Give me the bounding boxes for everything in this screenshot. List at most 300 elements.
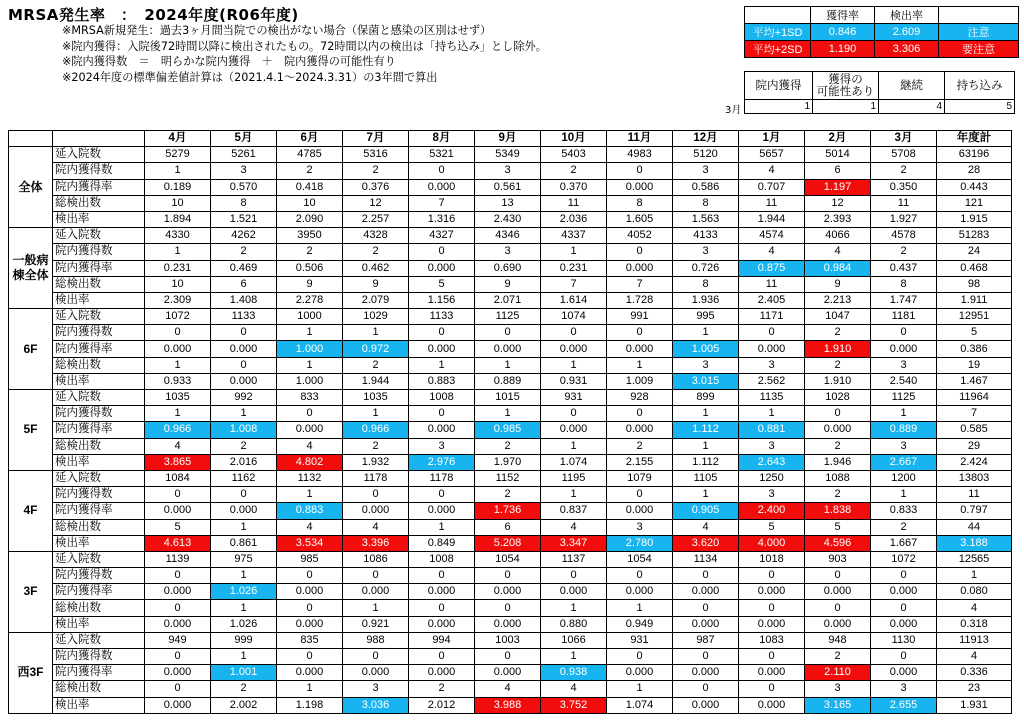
value-cell: 0.837: [541, 503, 607, 519]
metric-label: 総検出数: [53, 519, 145, 535]
value-cell: 0: [145, 681, 211, 697]
value-cell: 0.000: [871, 341, 937, 357]
note-line: ※MRSA新規発生：過去3ヶ月間当院での検出がない場合（保菌と感染の区別はせず）: [62, 24, 492, 37]
value-cell: 3.752: [541, 697, 607, 713]
value-cell: 3: [871, 681, 937, 697]
metric-label: 延入院数: [53, 390, 145, 406]
annual-total-cell: 28: [937, 163, 1012, 179]
value-cell: 975: [211, 551, 277, 567]
legend-header-cell: 検出率: [875, 7, 939, 24]
mrsa-rate-table: [8, 130, 1012, 714]
value-cell: 2.079: [343, 292, 409, 308]
value-cell: 1.316: [409, 211, 475, 227]
table-row: [9, 228, 1012, 244]
value-cell: 0: [607, 568, 673, 584]
value-cell: 4: [277, 438, 343, 454]
value-cell: 0.561: [475, 179, 541, 195]
value-cell: 1133: [211, 309, 277, 325]
value-cell: 0.000: [277, 616, 343, 632]
value-cell: 1.970: [475, 454, 541, 470]
value-cell: 0: [409, 244, 475, 260]
value-cell: 2: [805, 325, 871, 341]
value-cell: 0: [475, 600, 541, 616]
value-cell: 0.000: [343, 503, 409, 519]
value-cell: 899: [673, 390, 739, 406]
value-cell: 12: [805, 195, 871, 211]
value-cell: 3: [673, 357, 739, 373]
value-cell: 3: [211, 163, 277, 179]
value-cell: 2: [805, 357, 871, 373]
value-cell: 0: [409, 406, 475, 422]
value-cell: 0: [145, 487, 211, 503]
value-cell: 0.905: [673, 503, 739, 519]
value-cell: 3.165: [805, 697, 871, 713]
annual-total-cell: 5: [937, 325, 1012, 341]
value-cell: 11: [739, 276, 805, 292]
metric-label: 検出率: [53, 616, 145, 632]
metric-label: 院内獲得率: [53, 260, 145, 276]
value-cell: 0.933: [145, 373, 211, 389]
value-cell: 10: [145, 195, 211, 211]
value-cell: 3: [739, 438, 805, 454]
metric-label: 院内獲得数: [53, 163, 145, 179]
value-cell: 8: [211, 195, 277, 211]
value-cell: 2.036: [541, 211, 607, 227]
table-row: [9, 649, 1012, 665]
value-cell: 0: [739, 568, 805, 584]
value-cell: 1181: [871, 309, 937, 325]
value-cell: 0.000: [541, 584, 607, 600]
value-cell: 0: [475, 649, 541, 665]
value-cell: 1015: [475, 390, 541, 406]
metric-label: 延入院数: [53, 147, 145, 163]
value-cell: 1.910: [805, 341, 871, 357]
value-cell: 2.405: [739, 292, 805, 308]
annual-total-cell: 29: [937, 438, 1012, 454]
value-cell: 0.889: [871, 422, 937, 438]
value-cell: 0.889: [475, 373, 541, 389]
value-cell: 1: [541, 244, 607, 260]
value-cell: 0.370: [541, 179, 607, 195]
value-cell: 0.849: [409, 535, 475, 551]
value-cell: 2: [871, 244, 937, 260]
value-cell: 5.208: [475, 535, 541, 551]
table-row: [9, 568, 1012, 584]
value-cell: 0: [277, 406, 343, 422]
value-cell: 6: [805, 163, 871, 179]
value-cell: 5321: [409, 147, 475, 163]
table-row: [9, 276, 1012, 292]
value-cell: 1.026: [211, 616, 277, 632]
value-cell: 1.944: [343, 373, 409, 389]
value-cell: 1086: [343, 551, 409, 567]
month-header-cell: 7月: [343, 131, 409, 147]
value-cell: 2.309: [145, 292, 211, 308]
value-cell: 0: [607, 244, 673, 260]
value-cell: 1178: [409, 470, 475, 486]
value-cell: 0.881: [739, 422, 805, 438]
value-cell: 5: [145, 519, 211, 535]
note-line: ※2024年度の標準偏差値計算は（2021.4.1～2024.3.31）の3年間で算出: [62, 70, 438, 84]
value-cell: 0.880: [541, 616, 607, 632]
value-cell: 7: [607, 276, 673, 292]
annual-total-cell: 3.188: [937, 535, 1012, 551]
value-cell: 0.000: [409, 616, 475, 632]
value-cell: 2: [541, 163, 607, 179]
value-cell: 1: [211, 600, 277, 616]
value-cell: 0.000: [409, 503, 475, 519]
value-cell: 0: [409, 649, 475, 665]
value-cell: 4.802: [277, 454, 343, 470]
legend-header-row: [745, 7, 1019, 24]
value-cell: 3: [343, 681, 409, 697]
value-cell: 0.000: [145, 584, 211, 600]
value-cell: 1.747: [871, 292, 937, 308]
count-header-cell: 継続: [879, 72, 945, 100]
value-cell: 3: [673, 163, 739, 179]
annual-total-cell: 0.336: [937, 665, 1012, 681]
value-cell: 1008: [409, 551, 475, 567]
value-cell: 0: [673, 649, 739, 665]
value-cell: 0: [541, 325, 607, 341]
value-cell: 0.000: [277, 422, 343, 438]
ward-group-label: 西3F: [9, 632, 53, 713]
value-cell: 2.213: [805, 292, 871, 308]
value-cell: 0.000: [145, 616, 211, 632]
annual-total-cell: 1.915: [937, 211, 1012, 227]
value-cell: 2: [277, 244, 343, 260]
value-cell: 0: [277, 600, 343, 616]
table-row: [9, 390, 1012, 406]
table-row: [9, 438, 1012, 454]
value-cell: 0: [145, 649, 211, 665]
month-header-cell: 9月: [475, 131, 541, 147]
value-cell: 0.931: [541, 373, 607, 389]
value-cell: 0.000: [211, 503, 277, 519]
value-cell: 0.000: [805, 616, 871, 632]
value-cell: 0.000: [805, 422, 871, 438]
value-cell: 1.667: [871, 535, 937, 551]
value-cell: 0.000: [145, 503, 211, 519]
metric-label: 院内獲得数: [53, 649, 145, 665]
value-cell: 1: [541, 487, 607, 503]
value-cell: 995: [673, 309, 739, 325]
value-cell: 1.927: [871, 211, 937, 227]
value-cell: 992: [211, 390, 277, 406]
value-cell: 2.667: [871, 454, 937, 470]
value-cell: 9: [475, 276, 541, 292]
month-header-cell: 年度計: [937, 131, 1012, 147]
value-cell: 931: [541, 390, 607, 406]
ward-group-label: 5F: [9, 390, 53, 471]
table-row: [9, 697, 1012, 713]
table-row: [9, 535, 1012, 551]
value-cell: 1: [145, 244, 211, 260]
month-header-cell: [53, 131, 145, 147]
value-cell: 1125: [475, 309, 541, 325]
value-cell: 2.643: [739, 454, 805, 470]
value-cell: 1125: [871, 390, 937, 406]
table-row: [9, 454, 1012, 470]
value-cell: 1: [343, 406, 409, 422]
value-cell: 0.000: [541, 341, 607, 357]
value-cell: 1.156: [409, 292, 475, 308]
value-cell: 0: [343, 568, 409, 584]
value-cell: 0.833: [871, 503, 937, 519]
value-cell: 1079: [607, 470, 673, 486]
annual-total-cell: 2.424: [937, 454, 1012, 470]
count-value-cell: 4: [879, 100, 945, 114]
value-cell: 0: [343, 649, 409, 665]
value-cell: 0.000: [607, 584, 673, 600]
value-cell: 4: [739, 244, 805, 260]
value-cell: 0.000: [475, 616, 541, 632]
value-cell: 0: [805, 406, 871, 422]
value-cell: 1132: [277, 470, 343, 486]
value-cell: 1135: [739, 390, 805, 406]
value-cell: 0.000: [739, 616, 805, 632]
metric-label: 延入院数: [53, 309, 145, 325]
value-cell: 0.000: [673, 697, 739, 713]
value-cell: 0.690: [475, 260, 541, 276]
legend-header-cell: [745, 7, 811, 24]
value-cell: 11: [739, 195, 805, 211]
value-cell: 13: [475, 195, 541, 211]
value-cell: 0: [145, 600, 211, 616]
value-cell: 5349: [475, 147, 541, 163]
table-row: [9, 551, 1012, 567]
value-cell: 948: [805, 632, 871, 648]
legend-acq-value: 1.190: [811, 41, 875, 58]
value-cell: 0: [211, 487, 277, 503]
table-row: [9, 600, 1012, 616]
value-cell: 0.000: [673, 616, 739, 632]
note-line: ※院内獲得：入院後72時間以降に検出されたもの。72時間以内の検出は「持ち込み」とし除外。: [62, 39, 547, 53]
value-cell: 0: [871, 600, 937, 616]
month-header-cell: [9, 131, 53, 147]
legend-row-2sd: [745, 41, 1019, 58]
value-cell: 0.000: [211, 341, 277, 357]
value-cell: 2: [871, 163, 937, 179]
value-cell: 0: [475, 325, 541, 341]
metric-label: 院内獲得数: [53, 487, 145, 503]
month-header-cell: 6月: [277, 131, 343, 147]
value-cell: 2.655: [871, 697, 937, 713]
value-cell: 1133: [409, 309, 475, 325]
value-cell: 1035: [343, 390, 409, 406]
value-cell: 4066: [805, 228, 871, 244]
annual-total-cell: 4: [937, 600, 1012, 616]
value-cell: 1: [211, 406, 277, 422]
value-cell: 0.000: [805, 584, 871, 600]
annual-total-cell: 4: [937, 649, 1012, 665]
value-cell: 0: [673, 681, 739, 697]
value-cell: 4785: [277, 147, 343, 163]
metric-label: 延入院数: [53, 228, 145, 244]
table-row: [9, 632, 1012, 648]
metric-label: 院内獲得数: [53, 406, 145, 422]
value-cell: 2: [343, 244, 409, 260]
value-cell: 3: [607, 519, 673, 535]
table-row: [9, 211, 1012, 227]
value-cell: 0.985: [475, 422, 541, 438]
value-cell: 0.000: [739, 341, 805, 357]
value-cell: 4: [475, 681, 541, 697]
count-value-cell: 1: [813, 100, 879, 114]
table-row: [9, 195, 1012, 211]
value-cell: 6: [475, 519, 541, 535]
metric-label: 検出率: [53, 373, 145, 389]
value-cell: 2: [475, 438, 541, 454]
value-cell: 0.000: [871, 584, 937, 600]
count-header-cell: 院内獲得: [745, 72, 813, 100]
value-cell: 4327: [409, 228, 475, 244]
value-cell: 4328: [343, 228, 409, 244]
value-cell: 4: [541, 519, 607, 535]
value-cell: 0: [871, 325, 937, 341]
value-cell: 0.000: [145, 665, 211, 681]
value-cell: 3: [871, 438, 937, 454]
value-cell: 0.000: [343, 665, 409, 681]
annual-total-cell: 1.467: [937, 373, 1012, 389]
value-cell: 1: [277, 681, 343, 697]
metric-label: 総検出数: [53, 276, 145, 292]
value-cell: 1.001: [211, 665, 277, 681]
value-cell: 1072: [871, 551, 937, 567]
value-cell: 1.838: [805, 503, 871, 519]
legend-row-1sd: [745, 24, 1019, 41]
value-cell: 1.009: [607, 373, 673, 389]
metric-label: 検出率: [53, 454, 145, 470]
value-cell: 9: [277, 276, 343, 292]
note-line: ※院内獲得数 ＝ 明らかな院内獲得 ＋ 院内獲得の可能性有り: [62, 55, 396, 68]
value-cell: 1250: [739, 470, 805, 486]
value-cell: 0.938: [541, 665, 607, 681]
annual-total-cell: 0.468: [937, 260, 1012, 276]
value-cell: 2.002: [211, 697, 277, 713]
metric-label: 延入院数: [53, 551, 145, 567]
value-cell: 3: [409, 438, 475, 454]
table-body: [9, 147, 1012, 714]
metric-label: 院内獲得数: [53, 244, 145, 260]
value-cell: 0.418: [277, 179, 343, 195]
ward-group-label: 一般病 棟全体: [9, 228, 53, 309]
value-cell: 0: [805, 600, 871, 616]
value-cell: 0: [673, 568, 739, 584]
value-cell: 10: [145, 276, 211, 292]
value-cell: 4574: [739, 228, 805, 244]
month-header-cell: 12月: [673, 131, 739, 147]
value-cell: 835: [277, 632, 343, 648]
table-row: [9, 341, 1012, 357]
ward-group-label: 全体: [9, 147, 53, 228]
value-cell: 0: [409, 600, 475, 616]
month-header-cell: 3月: [871, 131, 937, 147]
value-cell: 2.540: [871, 373, 937, 389]
metric-label: 検出率: [53, 697, 145, 713]
value-cell: 0.000: [211, 373, 277, 389]
value-cell: 5261: [211, 147, 277, 163]
value-cell: 0.570: [211, 179, 277, 195]
value-cell: 0.949: [607, 616, 673, 632]
value-cell: 2: [343, 438, 409, 454]
value-cell: 2: [343, 357, 409, 373]
value-cell: 8: [607, 195, 673, 211]
value-cell: 0.469: [211, 260, 277, 276]
table-row: [9, 665, 1012, 681]
value-cell: 5657: [739, 147, 805, 163]
count-month-label: 3月: [725, 105, 742, 116]
value-cell: 1088: [805, 470, 871, 486]
value-cell: 1: [673, 406, 739, 422]
value-cell: 2: [343, 163, 409, 179]
value-cell: 0.376: [343, 179, 409, 195]
value-cell: 1.521: [211, 211, 277, 227]
value-cell: 1: [211, 649, 277, 665]
table-row: [9, 292, 1012, 308]
value-cell: 2.976: [409, 454, 475, 470]
value-cell: 1200: [871, 470, 937, 486]
value-cell: 1054: [475, 551, 541, 567]
value-cell: 0: [541, 568, 607, 584]
annual-total-cell: 12565: [937, 551, 1012, 567]
value-cell: 6: [211, 276, 277, 292]
value-cell: 3.865: [145, 454, 211, 470]
metric-label: 院内獲得率: [53, 503, 145, 519]
value-cell: 833: [277, 390, 343, 406]
annual-total-cell: 12951: [937, 309, 1012, 325]
value-cell: 12: [343, 195, 409, 211]
value-cell: 0: [739, 325, 805, 341]
value-cell: 2.780: [607, 535, 673, 551]
value-cell: 10: [277, 195, 343, 211]
value-cell: 0.861: [211, 535, 277, 551]
table-row: [9, 406, 1012, 422]
value-cell: 1035: [145, 390, 211, 406]
value-cell: 0.883: [277, 503, 343, 519]
annual-total-cell: 44: [937, 519, 1012, 535]
count-value-cell: 5: [945, 100, 1015, 114]
value-cell: 1105: [673, 470, 739, 486]
value-cell: 2.562: [739, 373, 805, 389]
table-row: [9, 470, 1012, 486]
value-cell: 1: [607, 600, 673, 616]
metric-label: 検出率: [53, 292, 145, 308]
metric-label: 検出率: [53, 535, 145, 551]
table-row: [9, 163, 1012, 179]
annual-total-cell: 0.585: [937, 422, 1012, 438]
metric-label: 院内獲得率: [53, 584, 145, 600]
metric-label: 院内獲得率: [53, 341, 145, 357]
value-cell: 0: [607, 163, 673, 179]
value-cell: 0.000: [607, 179, 673, 195]
metric-label: 院内獲得率: [53, 665, 145, 681]
table-row: [9, 519, 1012, 535]
value-cell: 0.231: [145, 260, 211, 276]
legend-header-cell: [939, 7, 1019, 24]
annual-total-cell: 0.386: [937, 341, 1012, 357]
value-cell: 1: [211, 568, 277, 584]
value-cell: 1: [343, 325, 409, 341]
value-cell: 1.563: [673, 211, 739, 227]
annual-total-cell: 121: [937, 195, 1012, 211]
monthly-count-table: [744, 71, 1015, 114]
value-cell: 1084: [145, 470, 211, 486]
value-cell: 2: [211, 438, 277, 454]
annual-total-cell: 19: [937, 357, 1012, 373]
value-cell: 2: [871, 519, 937, 535]
value-cell: 0.000: [409, 665, 475, 681]
